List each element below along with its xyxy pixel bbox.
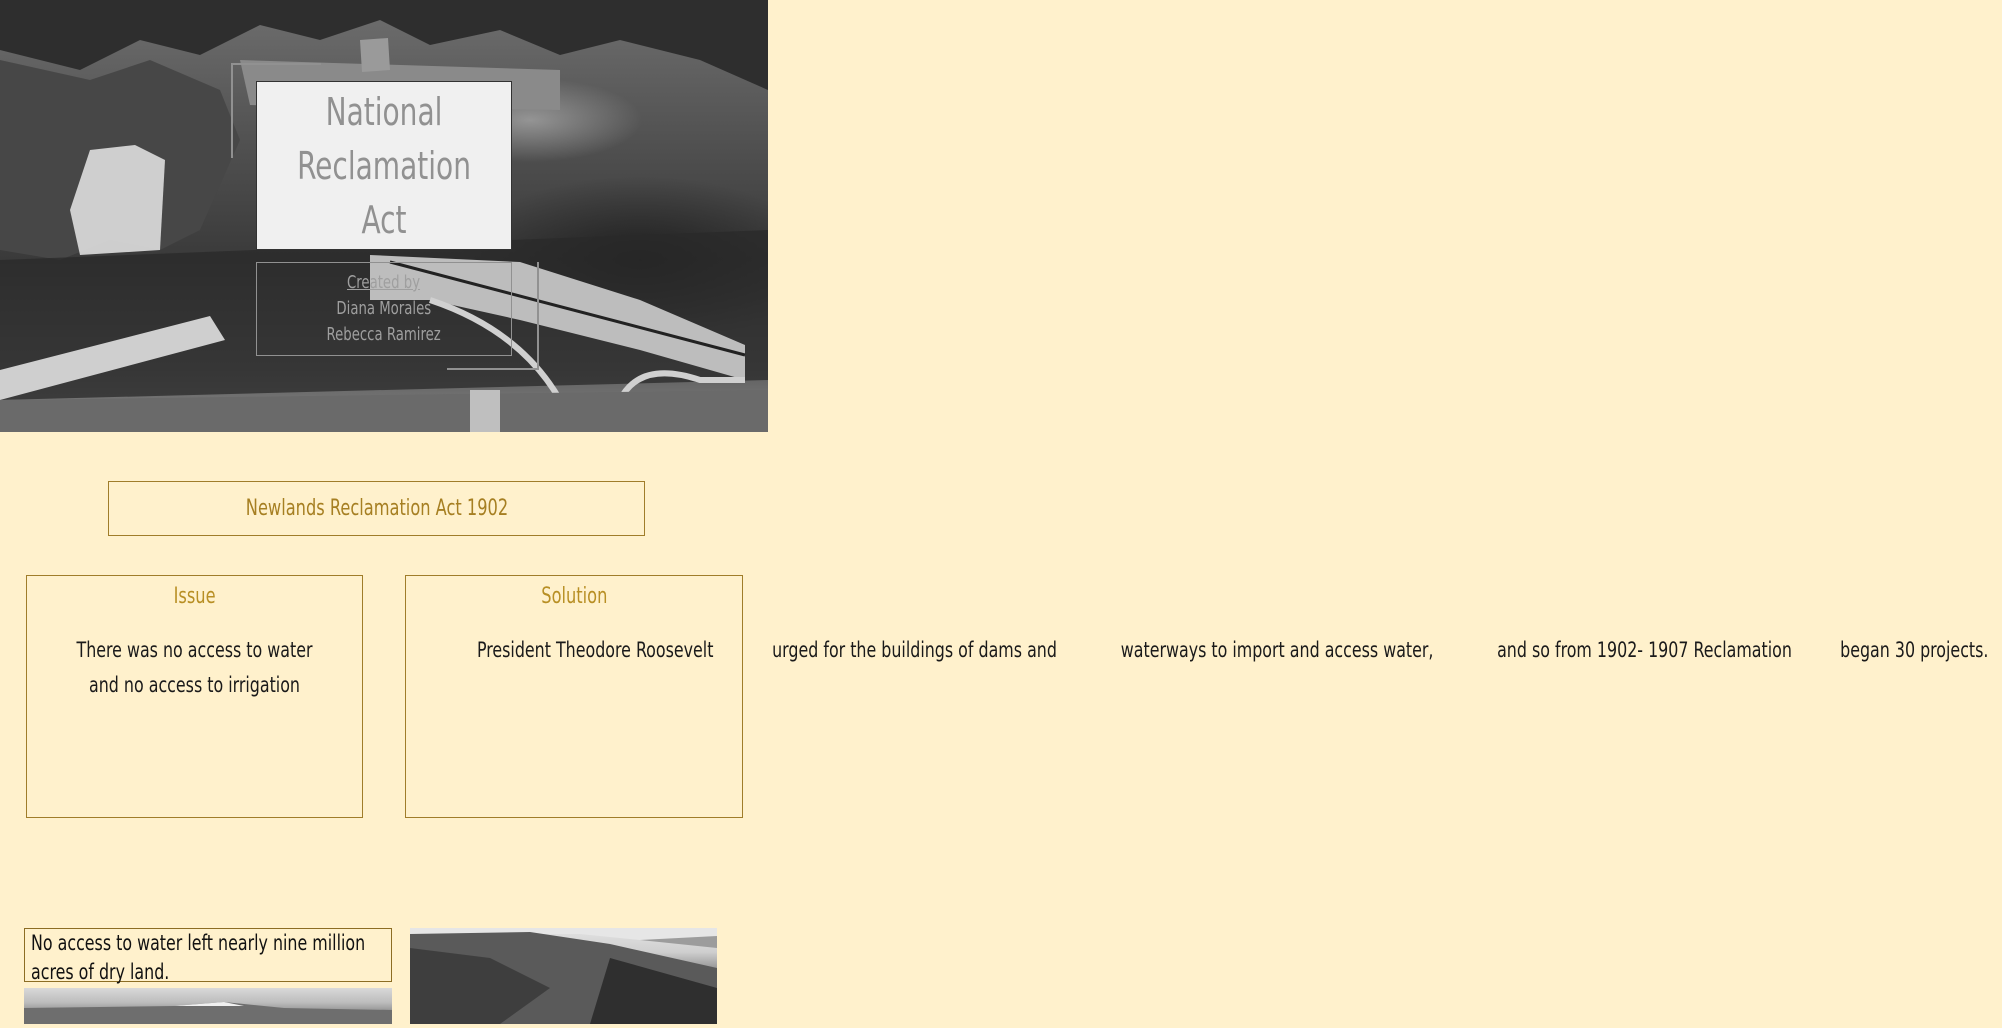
dry-land-caption <box>24 928 392 982</box>
solution-line: began 30 projects. <box>1839 638 1989 662</box>
issue-body-text: There was no access to water and no access to irrigation <box>76 638 313 697</box>
credit-name: Rebecca Ramirez <box>326 324 442 345</box>
solution-heading <box>406 584 742 609</box>
solution-line: waterways to import and access water, <box>1120 638 1434 662</box>
issue-heading-text: Issue <box>173 584 216 609</box>
solution-line: urged for the buildings of dams and <box>772 638 1058 662</box>
hero-photo-dam <box>0 0 768 432</box>
solution-line: and so from 1902- 1907 Reclamation <box>1496 638 1792 662</box>
credits-card <box>256 262 512 356</box>
caption-line: acres of dry land. <box>31 960 170 984</box>
issue-body <box>35 633 354 703</box>
solution-body <box>414 633 1989 668</box>
act-banner <box>108 481 645 536</box>
solution-heading-text: Solution <box>540 584 608 609</box>
page-title: National Reclamation Act <box>297 89 471 242</box>
act-banner-label: Newlands Reclamation Act 1902 <box>245 496 508 521</box>
decorative-line <box>231 63 233 158</box>
title-card <box>256 81 512 250</box>
solution-line: President Theodore Roosevelt <box>476 638 714 662</box>
credit-name: Diana Morales <box>336 298 432 319</box>
dry-land-photo <box>24 988 392 1024</box>
dry-land-panel <box>24 928 392 1024</box>
solution-card <box>405 575 1989 818</box>
canyon-photo <box>410 928 717 1024</box>
credits-heading: Created by <box>347 272 421 293</box>
decorative-line <box>447 368 539 370</box>
caption-line: No access to water left nearly nine million <box>31 931 366 955</box>
issue-heading <box>27 584 362 609</box>
decorative-line <box>537 262 539 370</box>
issue-card <box>26 575 363 818</box>
decorative-line <box>231 63 321 65</box>
